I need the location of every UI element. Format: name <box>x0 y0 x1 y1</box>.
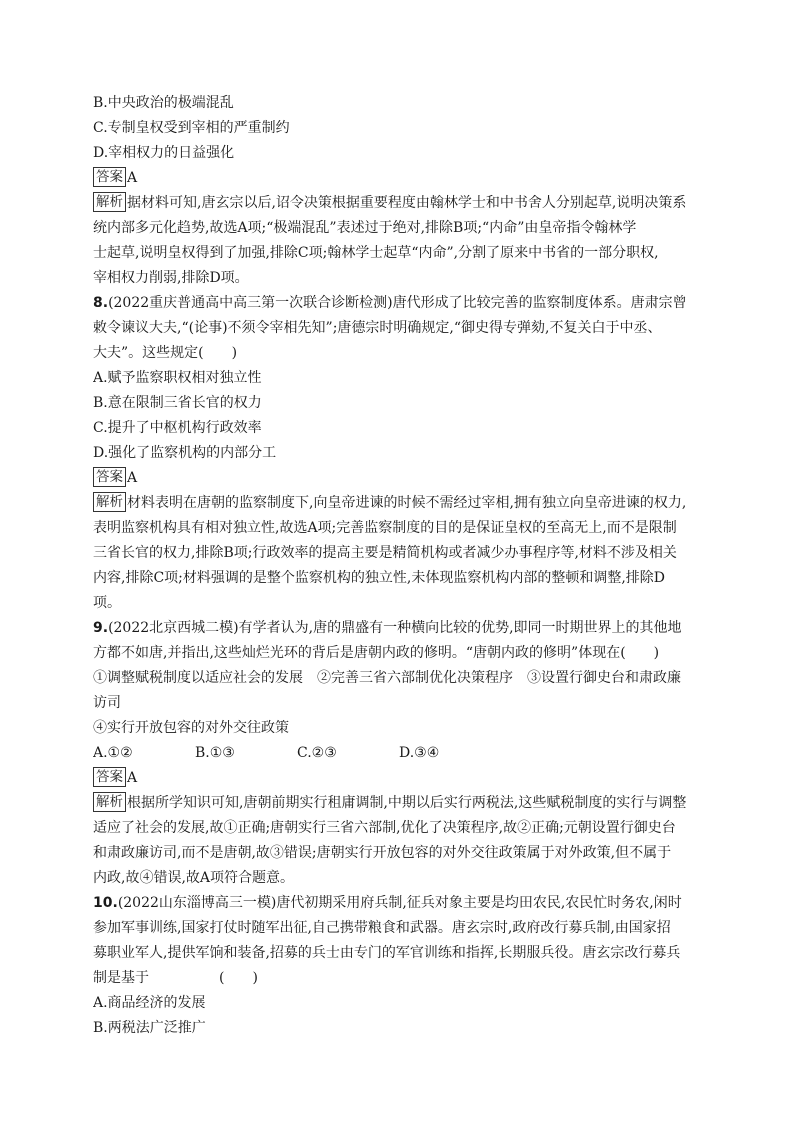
answer-parentheses: ( ) <box>219 970 258 986</box>
text-line <box>93 241 705 266</box>
text-line <box>93 916 705 941</box>
text-line <box>93 766 705 791</box>
text-line <box>93 991 705 1016</box>
text-line <box>93 841 705 866</box>
line-text: 表明监察机构具有相对独立性,故选A项;完善监察制度的目的是保证皇权的至高无上,而不是限制 <box>93 520 677 536</box>
line-text: 敕令谏议大夫,“(论事)不须令宰相先知”;唐德宗时明确规定,“御史得专弹劾,不复关白于中丞、 <box>93 320 662 336</box>
text-line <box>93 666 705 691</box>
text-line <box>93 691 705 716</box>
text-line <box>93 966 705 991</box>
analysis-label: 解析 <box>93 192 126 212</box>
line-text: 适应了社会的发展,故①正确;唐朝实行三省六部制,优化了决策程序,故②正确;元朝设置行御史台 <box>93 820 676 836</box>
page-content <box>93 91 705 1041</box>
text-line <box>93 366 705 391</box>
line-text: D.强化了监察机构的内部分工 <box>93 445 277 461</box>
text-line <box>93 266 705 291</box>
line-text: 据材料可知,唐玄宗以后,诏令决策根据重要程度由翰林学士和中书舍人分别起草,说明决策系 <box>127 195 687 211</box>
line-text: A <box>127 470 138 486</box>
text-line <box>93 291 705 316</box>
line-text: 宰相权力削弱,排除D项。 <box>93 270 249 286</box>
line-text: 士起草,说明皇权得到了加强,排除C项;翰林学士起草“内命”,分割了原来中书省的一部分职权, <box>93 245 659 261</box>
text-line <box>93 941 705 966</box>
choice-option: C.②③ <box>297 745 337 761</box>
line-text: 内政,故④错误,故A项符合题意。 <box>93 870 295 886</box>
text-line <box>93 616 705 641</box>
text-line <box>93 191 705 216</box>
line-text: A.商品经济的发展 <box>93 995 206 1011</box>
text-line <box>93 591 705 616</box>
text-line <box>93 91 705 116</box>
line-text: 内容,排除C项;材料强调的是整个监察机构的独立性,未体现监察机构内部的整顿和调整,排除D <box>93 570 666 586</box>
line-text: ①调整赋税制度以适应社会的发展 ②完善三省六部制优化决策程序 ③设置行御史台和肃政廉 <box>93 670 681 686</box>
text-line <box>93 791 705 816</box>
line-text: 募职业军人,提供军饷和装备,招募的兵士由专门的军官训练和指挥,长期服兵役。唐玄宗改行募兵 <box>93 945 681 961</box>
line-text: A <box>127 170 138 186</box>
text-line <box>93 316 705 341</box>
line-text: 项。 <box>93 595 121 611</box>
answer-label: 答案 <box>93 167 126 187</box>
line-text: D.宰相权力的日益强化 <box>93 145 235 161</box>
line-text: 大夫”。这些规定( ) <box>93 345 238 361</box>
text-line <box>93 816 705 841</box>
line-text: 根据所学知识可知,唐朝前期实行租庸调制,中期以后实行两税法,这些赋税制度的实行与调整 <box>127 795 687 811</box>
answer-label: 答案 <box>93 467 126 487</box>
line-text: A <box>127 770 138 786</box>
text-line <box>93 166 705 191</box>
text-line <box>93 641 705 666</box>
text-line <box>93 716 705 741</box>
text-line <box>93 1016 705 1041</box>
text-line <box>93 566 705 591</box>
line-text: B.意在限制三省长官的权力 <box>93 395 262 411</box>
text-line <box>93 516 705 541</box>
text-line <box>93 541 705 566</box>
line-text: C.专制皇权受到宰相的严重制约 <box>93 120 290 136</box>
line-text: C.提升了中枢机构行政效率 <box>93 420 262 436</box>
line-text: 三省长官的权力,排除B项;行政效率的提高主要是精简机构或者减少办事程序等,材料不涉及相关 <box>93 545 677 561</box>
choice-option: D.③④ <box>399 745 440 761</box>
line-text: B.中央政治的极端混乱 <box>93 95 234 111</box>
text-line <box>93 116 705 141</box>
line-text: 制是基于 <box>93 970 149 986</box>
line-text: 访司 <box>93 695 121 711</box>
text-line <box>93 891 705 916</box>
line-text: (2022重庆普通高中高三第一次联合诊断检测)唐代形成了比较完善的监察制度体系。唐肃宗曾 <box>108 295 687 311</box>
choice-option: B.①③ <box>195 745 235 761</box>
answer-choices <box>93 741 705 766</box>
question-number: 8. <box>93 295 109 311</box>
line-text: A.赋予监察职权相对独立性 <box>93 370 262 386</box>
text-line <box>93 466 705 491</box>
line-text: B.两税法广泛推广 <box>93 1020 206 1036</box>
analysis-label: 解析 <box>93 492 126 512</box>
text-line <box>93 491 705 516</box>
text-line <box>93 216 705 241</box>
answer-label: 答案 <box>93 767 126 787</box>
line-text: 方都不如唐,并指出,这些灿烂光环的背后是唐朝内政的修明。“唐朝内政的修明”体现在( ) <box>93 645 660 661</box>
analysis-label: 解析 <box>93 792 126 812</box>
text-line <box>93 141 705 166</box>
line-text: ④实行开放包容的对外交往政策 <box>93 720 289 736</box>
line-text: 材料表明在唐朝的监察制度下,向皇帝进谏的时候不需经过宰相,拥有独立向皇帝进谏的权力, <box>127 495 687 511</box>
line-text: (2022山东淄博高三一模)唐代初期采用府兵制,征兵对象主要是均田农民,农民忙时务农,闲时 <box>117 895 682 911</box>
line-text: 参加军事训练,国家打仗时随军出征,自己携带粮食和武器。唐玄宗时,政府改行募兵制,由国家招 <box>93 920 671 936</box>
text-line <box>93 391 705 416</box>
text-line <box>93 416 705 441</box>
text-line <box>93 341 705 366</box>
line-text: 统内部多元化趋势,故选A项;“极端混乱”表述过于绝对,排除B项;“内命”由皇帝指令翰林学 <box>93 220 637 236</box>
text-line <box>93 866 705 891</box>
choice-option: A.①② <box>93 745 133 761</box>
question-number: 9. <box>93 620 109 636</box>
text-line <box>93 441 705 466</box>
line-text: (2022北京西城二模)有学者认为,唐的鼎盛有一种横向比较的优势,即同一时期世界上的其他地 <box>108 620 682 636</box>
question-number: 10. <box>93 895 118 911</box>
line-text: 和肃政廉访司,而不是唐朝,故③错误;唐朝实行开放包容的对外交往政策属于对外政策,但不属于 <box>93 845 672 861</box>
